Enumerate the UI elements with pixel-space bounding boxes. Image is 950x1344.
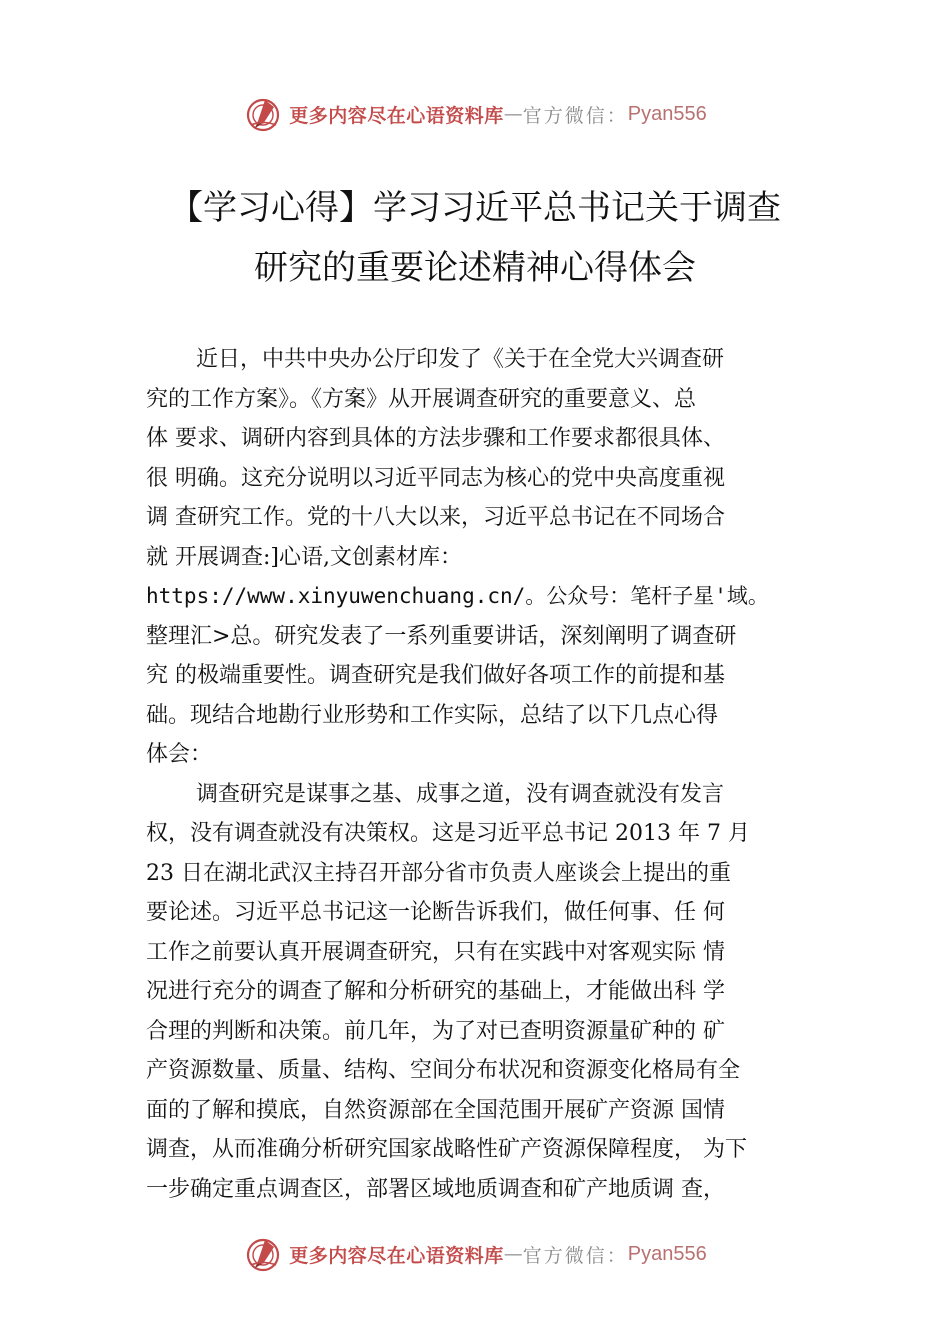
body-line: 要论述。习近平总书记这一论断告诉我们，做任何事、任 何 — [146, 900, 725, 925]
body-line: 体 要求、调研内容到具体的方法步骤和工作要求都很具体、 — [146, 426, 725, 451]
body-line: 况进行充分的调查了解和分析研究的基础上，才能做出科 学 — [146, 979, 725, 1004]
document-title — [0, 178, 950, 298]
banner-wechat-label: 官方微信： — [522, 1244, 628, 1267]
body-line: 调查研究是谋事之基、成事之道，没有调查就没有发言 — [196, 781, 725, 807]
brand-logo-icon — [243, 94, 283, 134]
body-line: 究的工作方案》。《方案》从开展调查研究的重要意义、总 — [146, 386, 697, 412]
body-line: 整理汇>总。研究发表了一系列重要讲话，深刻阐明了调查研 — [146, 623, 737, 649]
body-line: 就 开展调查:]心语,文创素材库： — [146, 544, 462, 570]
banner-brand-text: 更多内容尽在心语资料库 — [289, 104, 504, 127]
body-line: 产资源数量、质量、结构、空间分布状况和资源变化格局有全 — [146, 1058, 741, 1083]
document-body — [146, 340, 836, 1209]
header-banner — [0, 92, 950, 136]
body-line: 调查，从而准确分析研究国家战略性矿产资源保障程度， 为下 — [146, 1137, 747, 1162]
brand-logo-icon — [243, 1234, 283, 1274]
title-line-2: 研究的重要论述精神心得体会 — [254, 248, 696, 288]
title-line-1: 【学习心得】学习习近平总书记关于调查 — [169, 188, 781, 228]
body-line: 近日，中共中央办公厅印发了《关于在全党大兴调查研 — [196, 347, 725, 372]
body-line: 很 明确。这充分说明以习近平同志为核心的党中央高度重视 — [146, 465, 725, 491]
body-line: 合理的判断和决策。前几年，为了对已查明资源量矿种的 矿 — [146, 1018, 725, 1044]
banner-brand-text: 更多内容尽在心语资料库 — [289, 1244, 504, 1267]
footer-banner — [0, 1232, 950, 1276]
banner-wechat-id: Pyan556 — [627, 102, 707, 125]
body-line: 权，没有调查就没有决策权。这是习近平总书记 2013 年 7 月 — [146, 821, 750, 846]
body-line: 面的了解和摸底，自然资源部在全国范围开展矿产资源 国情 — [146, 1097, 725, 1123]
body-line: 一步确定重点调查区，部署区域地质调查和矿产地质调 查， — [146, 1176, 725, 1202]
body-line: 础。现结合地勘行业形势和工作实际，总结了以下几点心得 — [146, 702, 719, 728]
body-line: 调 查研究工作。党的十八大以来，习近平总书记在不同场合 — [146, 505, 725, 530]
banner-separator: — — [503, 1243, 523, 1265]
banner-wechat-label: 官方微信： — [522, 104, 628, 127]
body-line: 23 日在湖北武汉主持召开部分省市负责人座谈会上提出的重 — [146, 860, 731, 886]
banner-separator: — — [503, 103, 523, 125]
body-line-url: https://www.xinyuwenchuang.cn/。公众号：笔杆子星'域。 — [146, 584, 769, 608]
banner-wechat-id: Pyan556 — [627, 1242, 707, 1265]
body-line: 体会： — [146, 742, 213, 767]
body-line: 工作之前要认真开展调查研究，只有在实践中对客观实际 情 — [146, 939, 725, 965]
body-line: 究 的极端重要性。调查研究是我们做好各项工作的前提和基 — [146, 663, 725, 688]
